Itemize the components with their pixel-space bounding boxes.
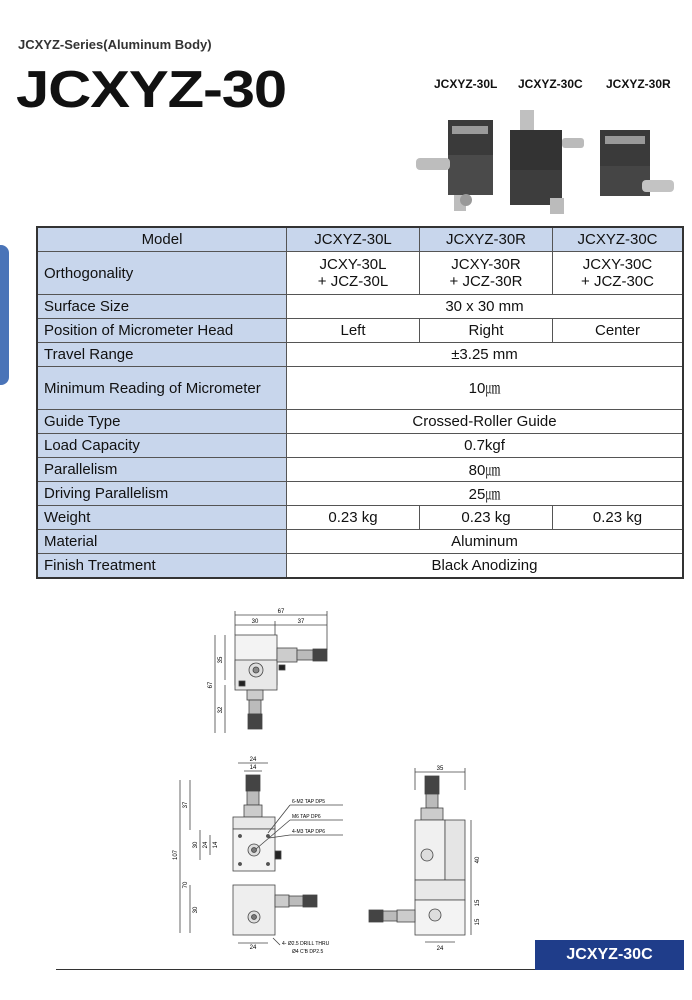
row-label: Load Capacity [37,434,287,458]
row-label: Driving Parallelism [37,482,287,506]
dim-label: 67 [277,609,285,615]
dim-label: 35 [218,656,224,664]
dim-label: 15 [475,918,481,926]
header-30l: JCXYZ-30L [287,227,420,252]
dim-label: 24 [249,757,257,763]
dim-label: 67 [208,681,214,689]
table-row [37,343,683,367]
model-badge: JCXYZ-30C [535,940,684,970]
row-label: Parallelism [37,458,287,482]
dim-label: 32 [218,706,224,714]
row-label: Travel Range [37,343,287,367]
cell: 0.23 kg [420,506,553,530]
header-30c: JCXYZ-30C [553,227,684,252]
series-title: JCXYZ-Series(Aluminum Body) [18,37,212,52]
dim-label: 24 [249,945,257,951]
side-view-drawing [365,760,495,960]
table-row [37,295,683,319]
table-row [37,530,683,554]
cell: Center [553,319,684,343]
row-label: Weight [37,506,287,530]
table-row [37,554,683,579]
row-label: Minimum Reading of Micrometer [37,367,287,410]
model-label-r: JCXYZ-30R [606,77,671,91]
cell: Left [287,319,420,343]
dim-label: 35 [436,766,444,772]
spec-table [36,226,684,579]
product-photo [410,100,680,220]
model-label-c: JCXYZ-30C [518,77,583,91]
dim-label: 70 [183,881,189,889]
dim-label: 14 [213,841,219,849]
dim-label: 40 [475,856,481,864]
dim-label: 30 [251,619,259,625]
stage-r-image [600,130,674,196]
dim-label: 37 [183,801,189,809]
table-row [37,319,683,343]
dim-label: 30 [193,841,199,849]
cell: 0.23 kg [553,506,684,530]
dim-label: 24 [436,946,444,952]
model-label-l: JCXYZ-30L [434,77,498,91]
cell: JCXY-30L + JCZ-30L [287,252,420,295]
row-label: Material [37,530,287,554]
dim-label: 107 [173,849,179,861]
cell: Crossed-Roller Guide [287,410,684,434]
page-title: JCXYZ-30 [16,61,286,119]
cell: 10㎛ [287,367,684,410]
row-label: Surface Size [37,295,287,319]
side-tab [0,245,9,385]
table-row [37,482,683,506]
cell: 30 x 30 mm [287,295,684,319]
cell: Aluminum [287,530,684,554]
cell: 25㎛ [287,482,684,506]
table-row [37,506,683,530]
stage-c-image [510,110,584,214]
top-view-drawing [195,605,355,745]
header-30r: JCXYZ-30R [420,227,553,252]
dim-label: 24 [203,841,209,849]
note-label: 4- Ø2.5 DRILL THRU [282,941,330,947]
row-label: Guide Type [37,410,287,434]
table-row [37,367,683,410]
dim-label: 14 [249,765,257,771]
cell: 0.23 kg [287,506,420,530]
note-label: M6 TAP DP6 [292,814,321,820]
dim-label: 37 [297,619,305,625]
table-row [37,458,683,482]
table-row [37,252,683,295]
cell: JCXY-30C + JCZ-30C [553,252,684,295]
note-label: 6-M2 TAP DP5 [292,799,326,805]
cell: Right [420,319,553,343]
cell: 80㎛ [287,458,684,482]
dim-label: 30 [193,906,199,914]
table-row [37,434,683,458]
cell: 0.7kgf [287,434,684,458]
header-model: Model [37,227,287,252]
table-row [37,227,683,252]
stage-l-image [416,120,493,211]
note-label: 4-M3 TAP DP6 [292,829,326,835]
front-view-drawing [168,755,358,965]
note-label: Ø4 C'B DP2.5 [292,949,324,955]
row-label: Position of Micrometer Head [37,319,287,343]
row-label: Orthogonality [37,252,287,295]
cell: ±3.25 mm [287,343,684,367]
table-row [37,410,683,434]
dim-label: 15 [475,899,481,907]
cell: JCXY-30R + JCZ-30R [420,252,553,295]
row-label: Finish Treatment [37,554,287,579]
cell: Black Anodizing [287,554,684,579]
